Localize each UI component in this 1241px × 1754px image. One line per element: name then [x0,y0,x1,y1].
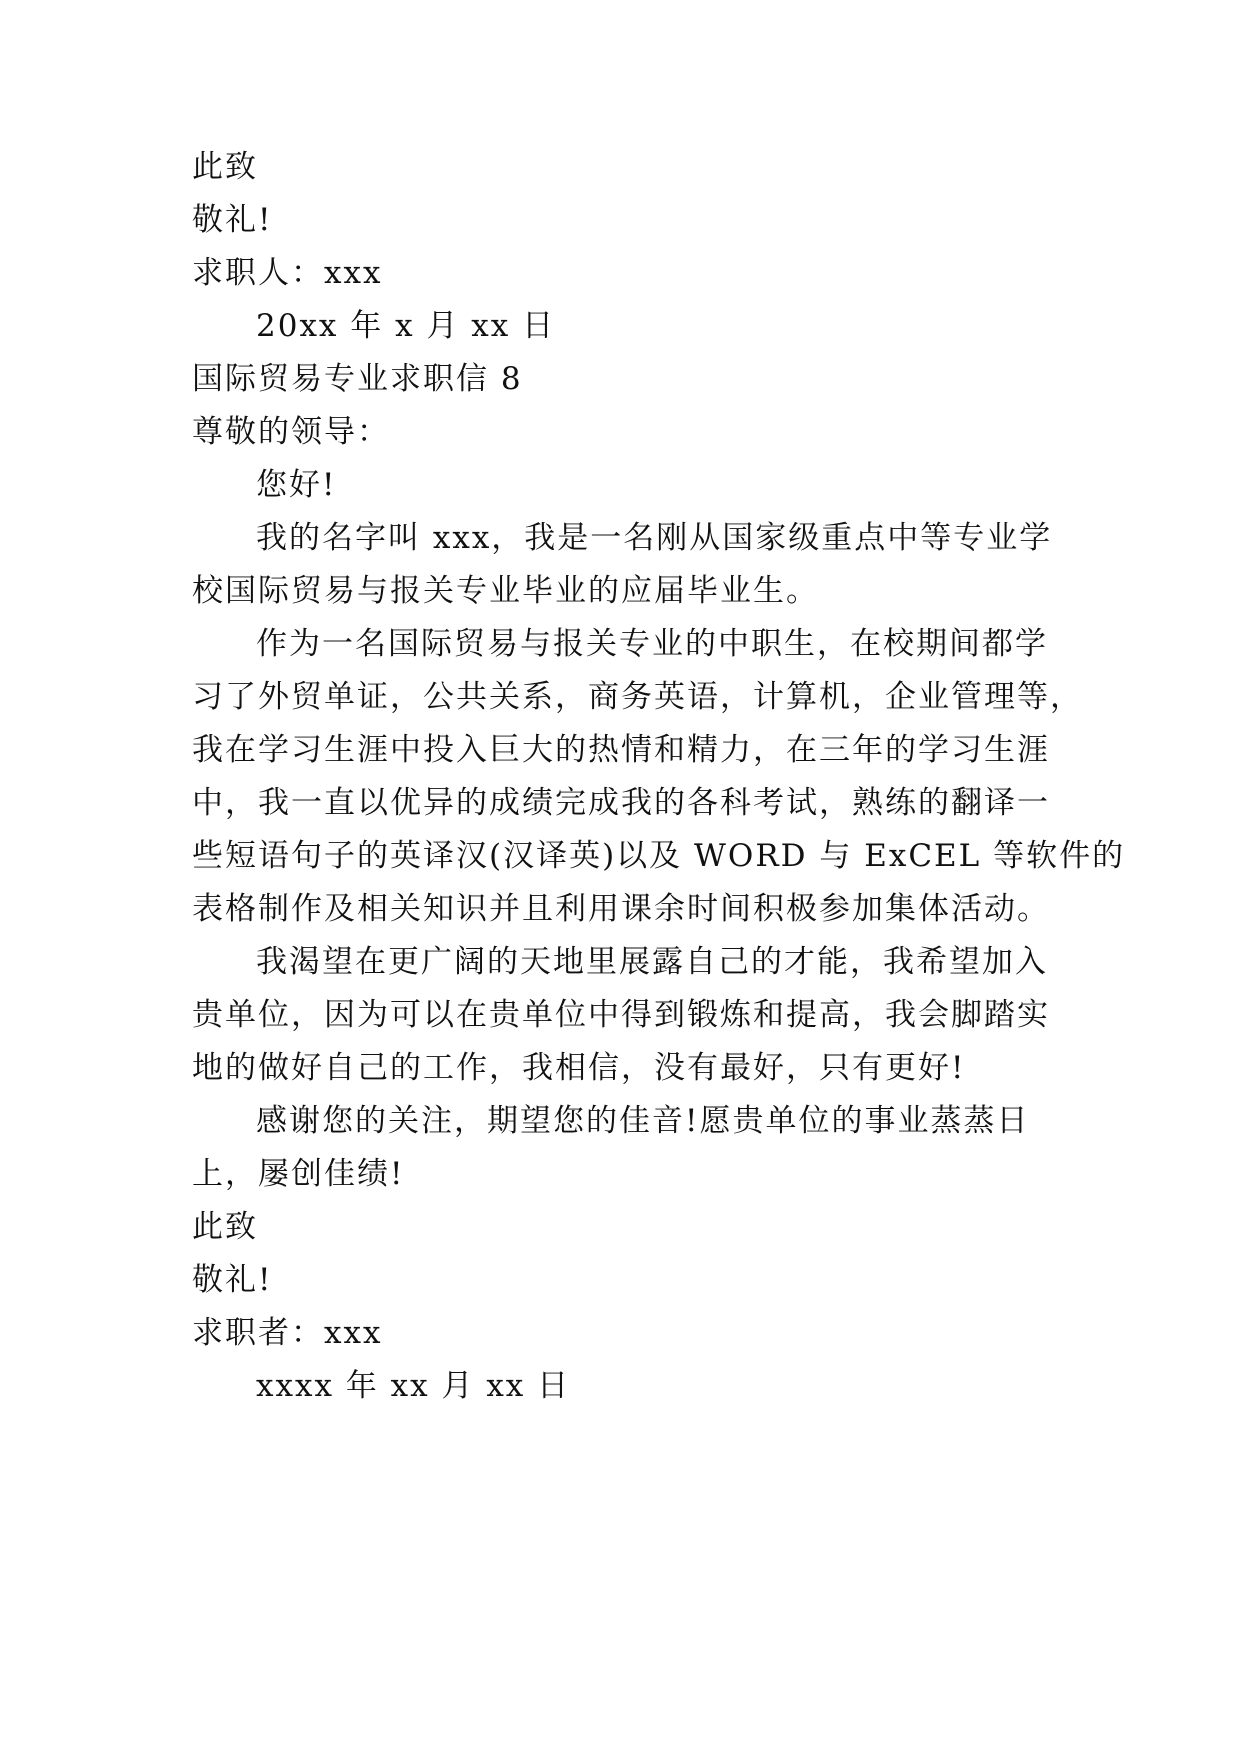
closing-date: 20xx 年 x 月 xx 日 [256,308,556,344]
paragraph-line: 表格制作及相关知识并且利用课余时间积极参加集体活动。 [192,891,1050,927]
letter-hello: 您好! [256,467,337,503]
closing-signer: 求职人：xxx [192,255,383,291]
closing-salute: 此致 [192,149,258,185]
paragraph-line: 些短语句子的英译汉(汉译英)以及 WORD 与 ExCEL 等软件的 [192,838,1126,874]
letter-title: 国际贸易专业求职信 8 [192,361,523,397]
paragraph-line: 地的做好自己的工作，我相信，没有最好，只有更好! [192,1050,966,1086]
closing-regards: 敬礼! [192,202,273,238]
paragraph-line: 习了外贸单证，公共关系，商务英语，计算机，企业管理等， [192,679,1083,715]
letter-greeting: 尊敬的领导： [192,414,390,450]
paragraph-line: 我在学习生涯中投入巨大的热情和精力，在三年的学习生涯 [192,732,1050,768]
paragraph-line: 贵单位，因为可以在贵单位中得到锻炼和提高，我会脚踏实 [192,997,1050,1033]
paragraph-line: 作为一名国际贸易与报关专业的中职生，在校期间都学 [256,626,1048,662]
paragraph-line: 上，屡创佳绩! [192,1156,405,1192]
closing-signer: 求职者：xxx [192,1315,383,1351]
paragraph-line: 我渴望在更广阔的天地里展露自己的才能，我希望加入 [256,944,1048,980]
paragraph-line: 中，我一直以优异的成绩完成我的各科考试，熟练的翻译一 [192,785,1050,821]
paragraph-line: 感谢您的关注，期望您的佳音!愿贵单位的事业蒸蒸日 [256,1103,1030,1139]
paragraph-line: 我的名字叫 xxx，我是一名刚从国家级重点中等专业学 [256,520,1053,556]
closing-salute: 此致 [192,1209,258,1245]
closing-date: xxxx 年 xx 月 xx 日 [256,1368,571,1404]
paragraph-line: 校国际贸易与报关专业毕业的应届毕业生。 [192,573,819,609]
closing-regards: 敬礼! [192,1262,273,1298]
